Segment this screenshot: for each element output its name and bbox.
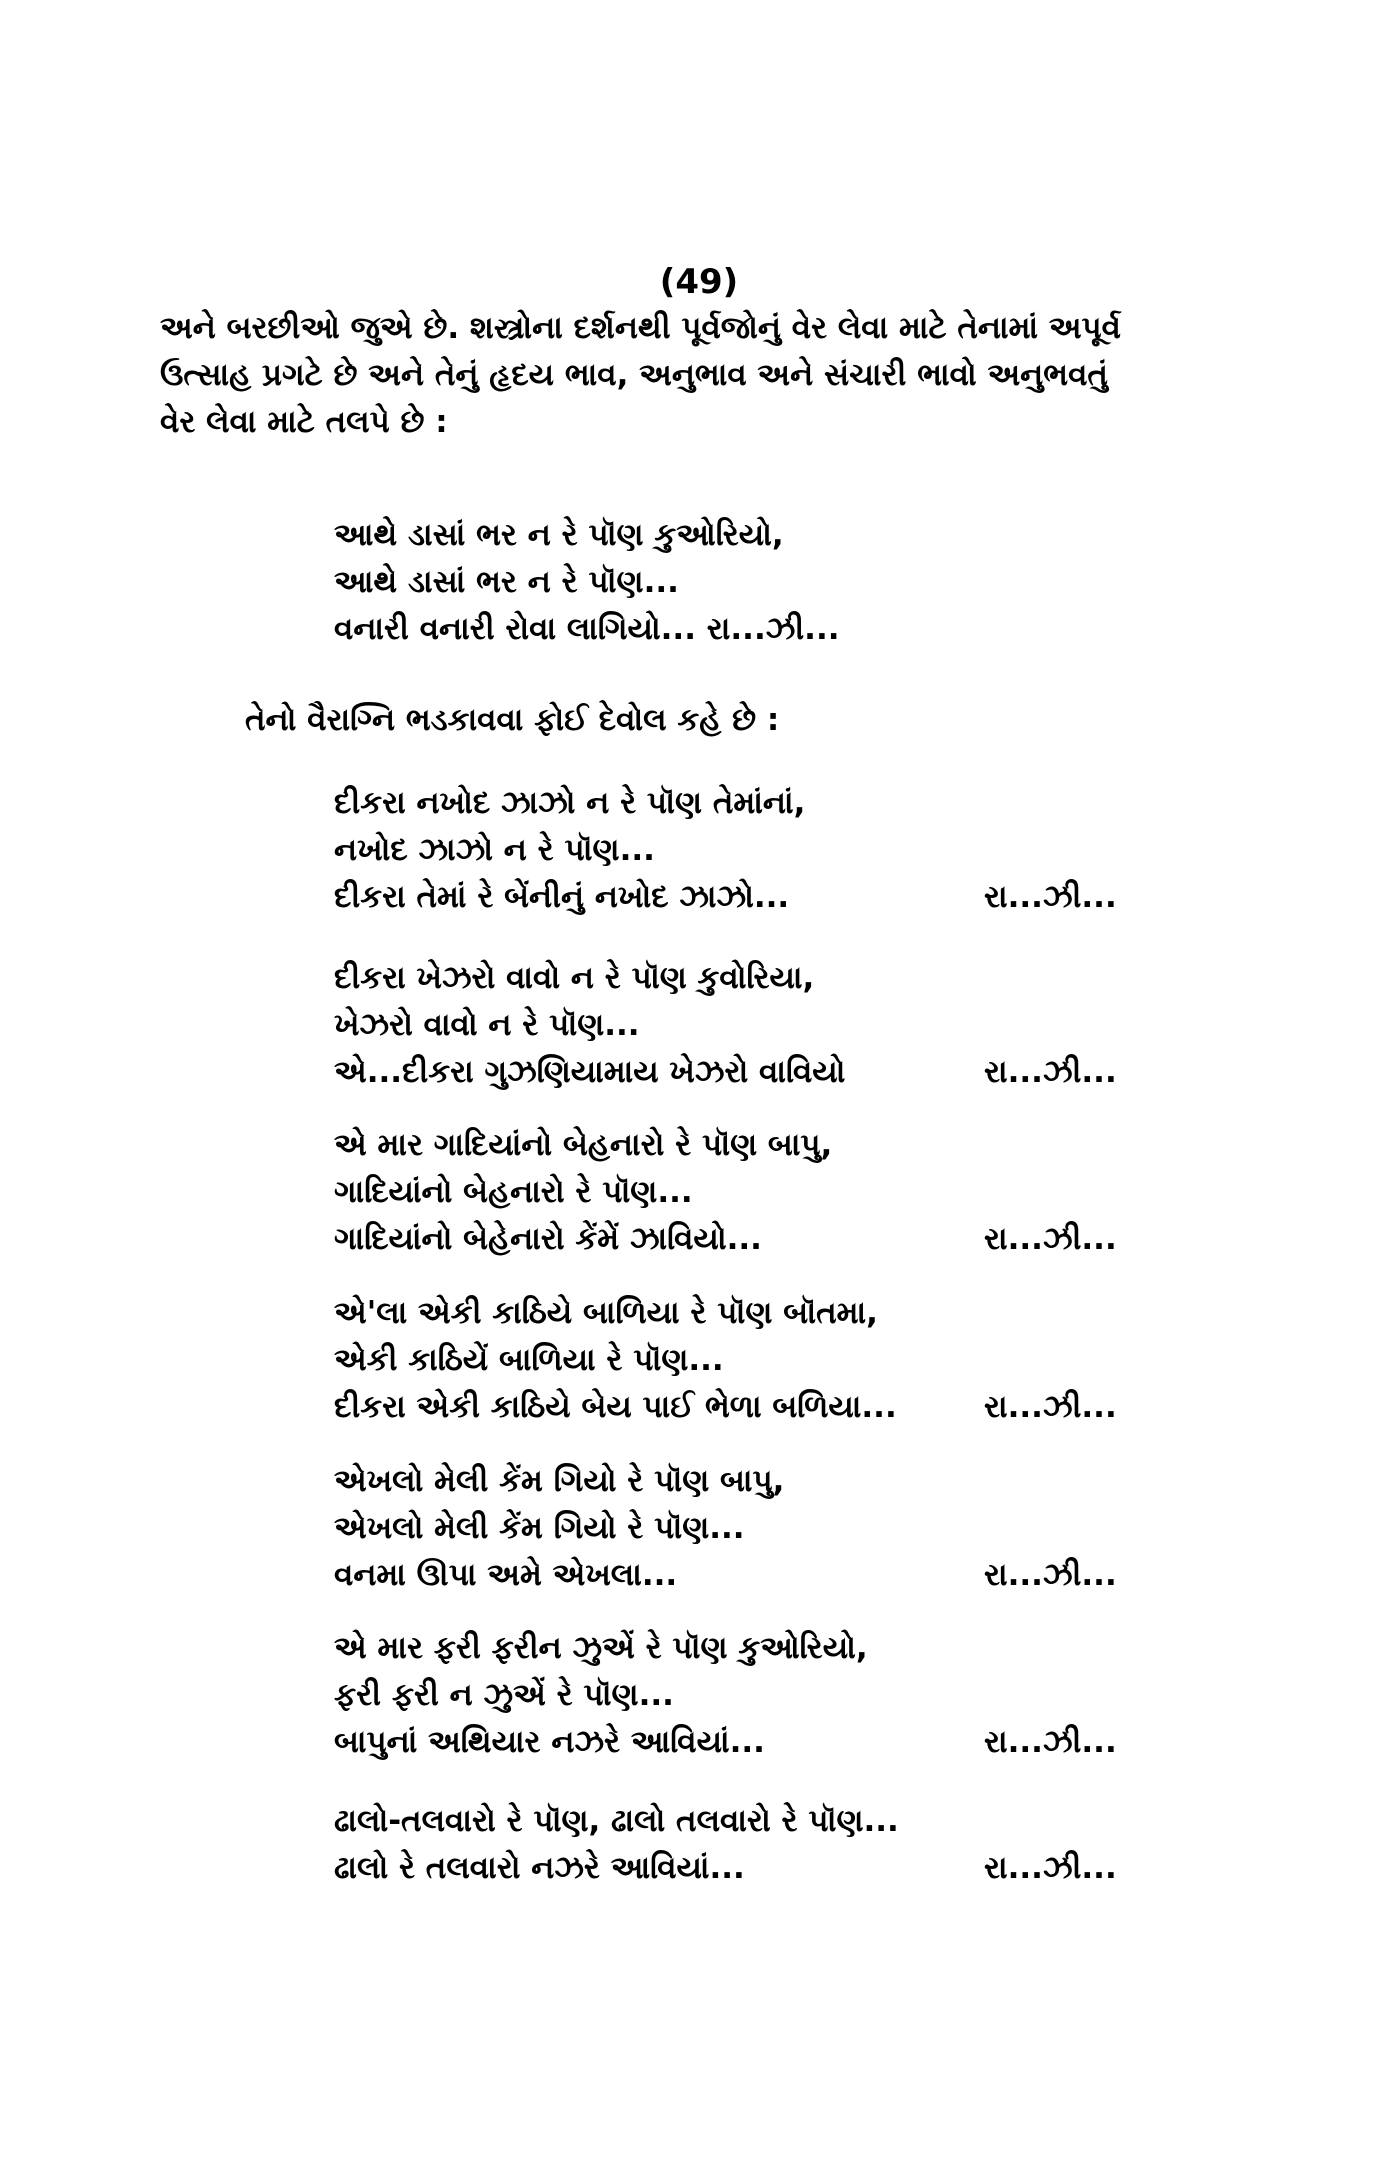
refrain: રા...ઝી... <box>984 1389 1117 1425</box>
verse-line: એ માર ફરી ફરીન ઝુએં રે પૉણ કુઓરિયો, <box>334 1630 868 1666</box>
verse-line: ઢાલો રે તલવારો નઝરે આવિયાં... <box>334 1850 745 1886</box>
stanza <box>334 1122 1117 1263</box>
verse-line: વનમા ઊપા અમે એખલા... <box>334 1557 678 1593</box>
verse-line: આથે ડાસાં ભર ન રે પૉણ કુઓરિયો, <box>334 517 784 553</box>
verse-line: દીકરા ખેઝરો વાવો ન રે પૉણ કુવોરિયા, <box>334 960 815 996</box>
verse-line: એખલો મેલી કેંમ ગિયો રે પૉણ... <box>334 1510 745 1546</box>
verse-line: એ માર ગાદિયાંનો બેહનારો રે પૉણ બાપુ, <box>334 1127 833 1163</box>
stanza <box>334 1625 1117 1766</box>
stanza <box>334 955 1117 1096</box>
refrain: રા...ઝી... <box>984 879 1117 915</box>
stanza <box>334 1458 1117 1599</box>
verse-line: બાપુનાં અથિયાર નઝરે આવિયાં... <box>334 1724 765 1760</box>
verse-line: એ...દીકરા ગુઝણિયામાય ખેઝરો વાવિયો <box>334 1054 846 1090</box>
verse-line: દીકરા એકી કાઠિયે બેય પાઈ ભેળા બળિયા... <box>334 1389 897 1425</box>
first-verse <box>334 512 840 653</box>
verse-line: નખોદ ઝાઝો ન રે પૉણ... <box>334 832 655 868</box>
refrain: રા...ઝી... <box>984 1054 1117 1090</box>
refrain: રા...ઝી... <box>984 1724 1117 1760</box>
stanza <box>334 780 1117 921</box>
verse-line: દીકરા નખોદ ઝાઝો ન રે પૉણ તેમાંનાં, <box>334 785 806 821</box>
verse-line: વનારી વનારી રોવા લાગિયો... રા...ઝી... <box>334 611 840 647</box>
verse-line: ઢાલો-તલવારો રે પૉણ, ઢાલો તલવારો રે પૉણ... <box>334 1803 899 1839</box>
intro-line: ઉત્સાહ પ્રગટે છે અને તેનું હૃદય ભાવ, અનુભાવ અને સંચારી ભાવો અનુભવતું <box>160 357 1108 393</box>
verse-line: એખલો મેલી કેંમ ગિયો રે પૉણ બાપુ, <box>334 1463 785 1499</box>
verse-line: ફરી ફરી ન ઝુએં રે પૉણ... <box>334 1677 674 1713</box>
refrain: રા...ઝી... <box>984 1850 1117 1886</box>
verse-line: એકી કાઠિયેં બાળિયા રે પૉણ... <box>334 1342 724 1378</box>
verse-line: ગાદિયાંનો બેહેનારો કેંમેં ઝાવિયો... <box>334 1221 762 1257</box>
intro-paragraph <box>160 305 1220 446</box>
stanza <box>334 1290 1117 1431</box>
verse-line: આથે ડાસાં ભર ન રે પૉણ... <box>334 564 679 600</box>
verse-line: દીકરા તેમાં રે બેંનીનું નખોદ ઝાઝો... <box>334 879 790 915</box>
intro-line: વેર લેવા માટે તલપે છે : <box>160 404 448 440</box>
verse-line: એ'લા એકી કાઠિયે બાળિયા રે પૉણ બૉતમા, <box>334 1295 878 1331</box>
intro-line: અને બરછીઓ જુએ છે. શસ્ત્રોના દર્શનથી પૂર્વજોનું વેર લેવા માટે તેનામાં અપૂર્વ <box>160 310 1121 346</box>
verse-line: ખેઝરો વાવો ન રે પૉણ... <box>334 1007 640 1043</box>
narration-line: તેનો વૈરાગ્નિ ભડકાવવા ફોઈ દેવોલ કહે છે : <box>245 702 780 738</box>
refrain: રા...ઝી... <box>984 1557 1117 1593</box>
page-number: (49) <box>659 262 739 302</box>
refrain: રા...ઝી... <box>984 1221 1117 1257</box>
stanza <box>334 1798 1117 1892</box>
verse-line: ગાદિયાંનો બેહનારો રે પૉણ... <box>334 1174 693 1210</box>
